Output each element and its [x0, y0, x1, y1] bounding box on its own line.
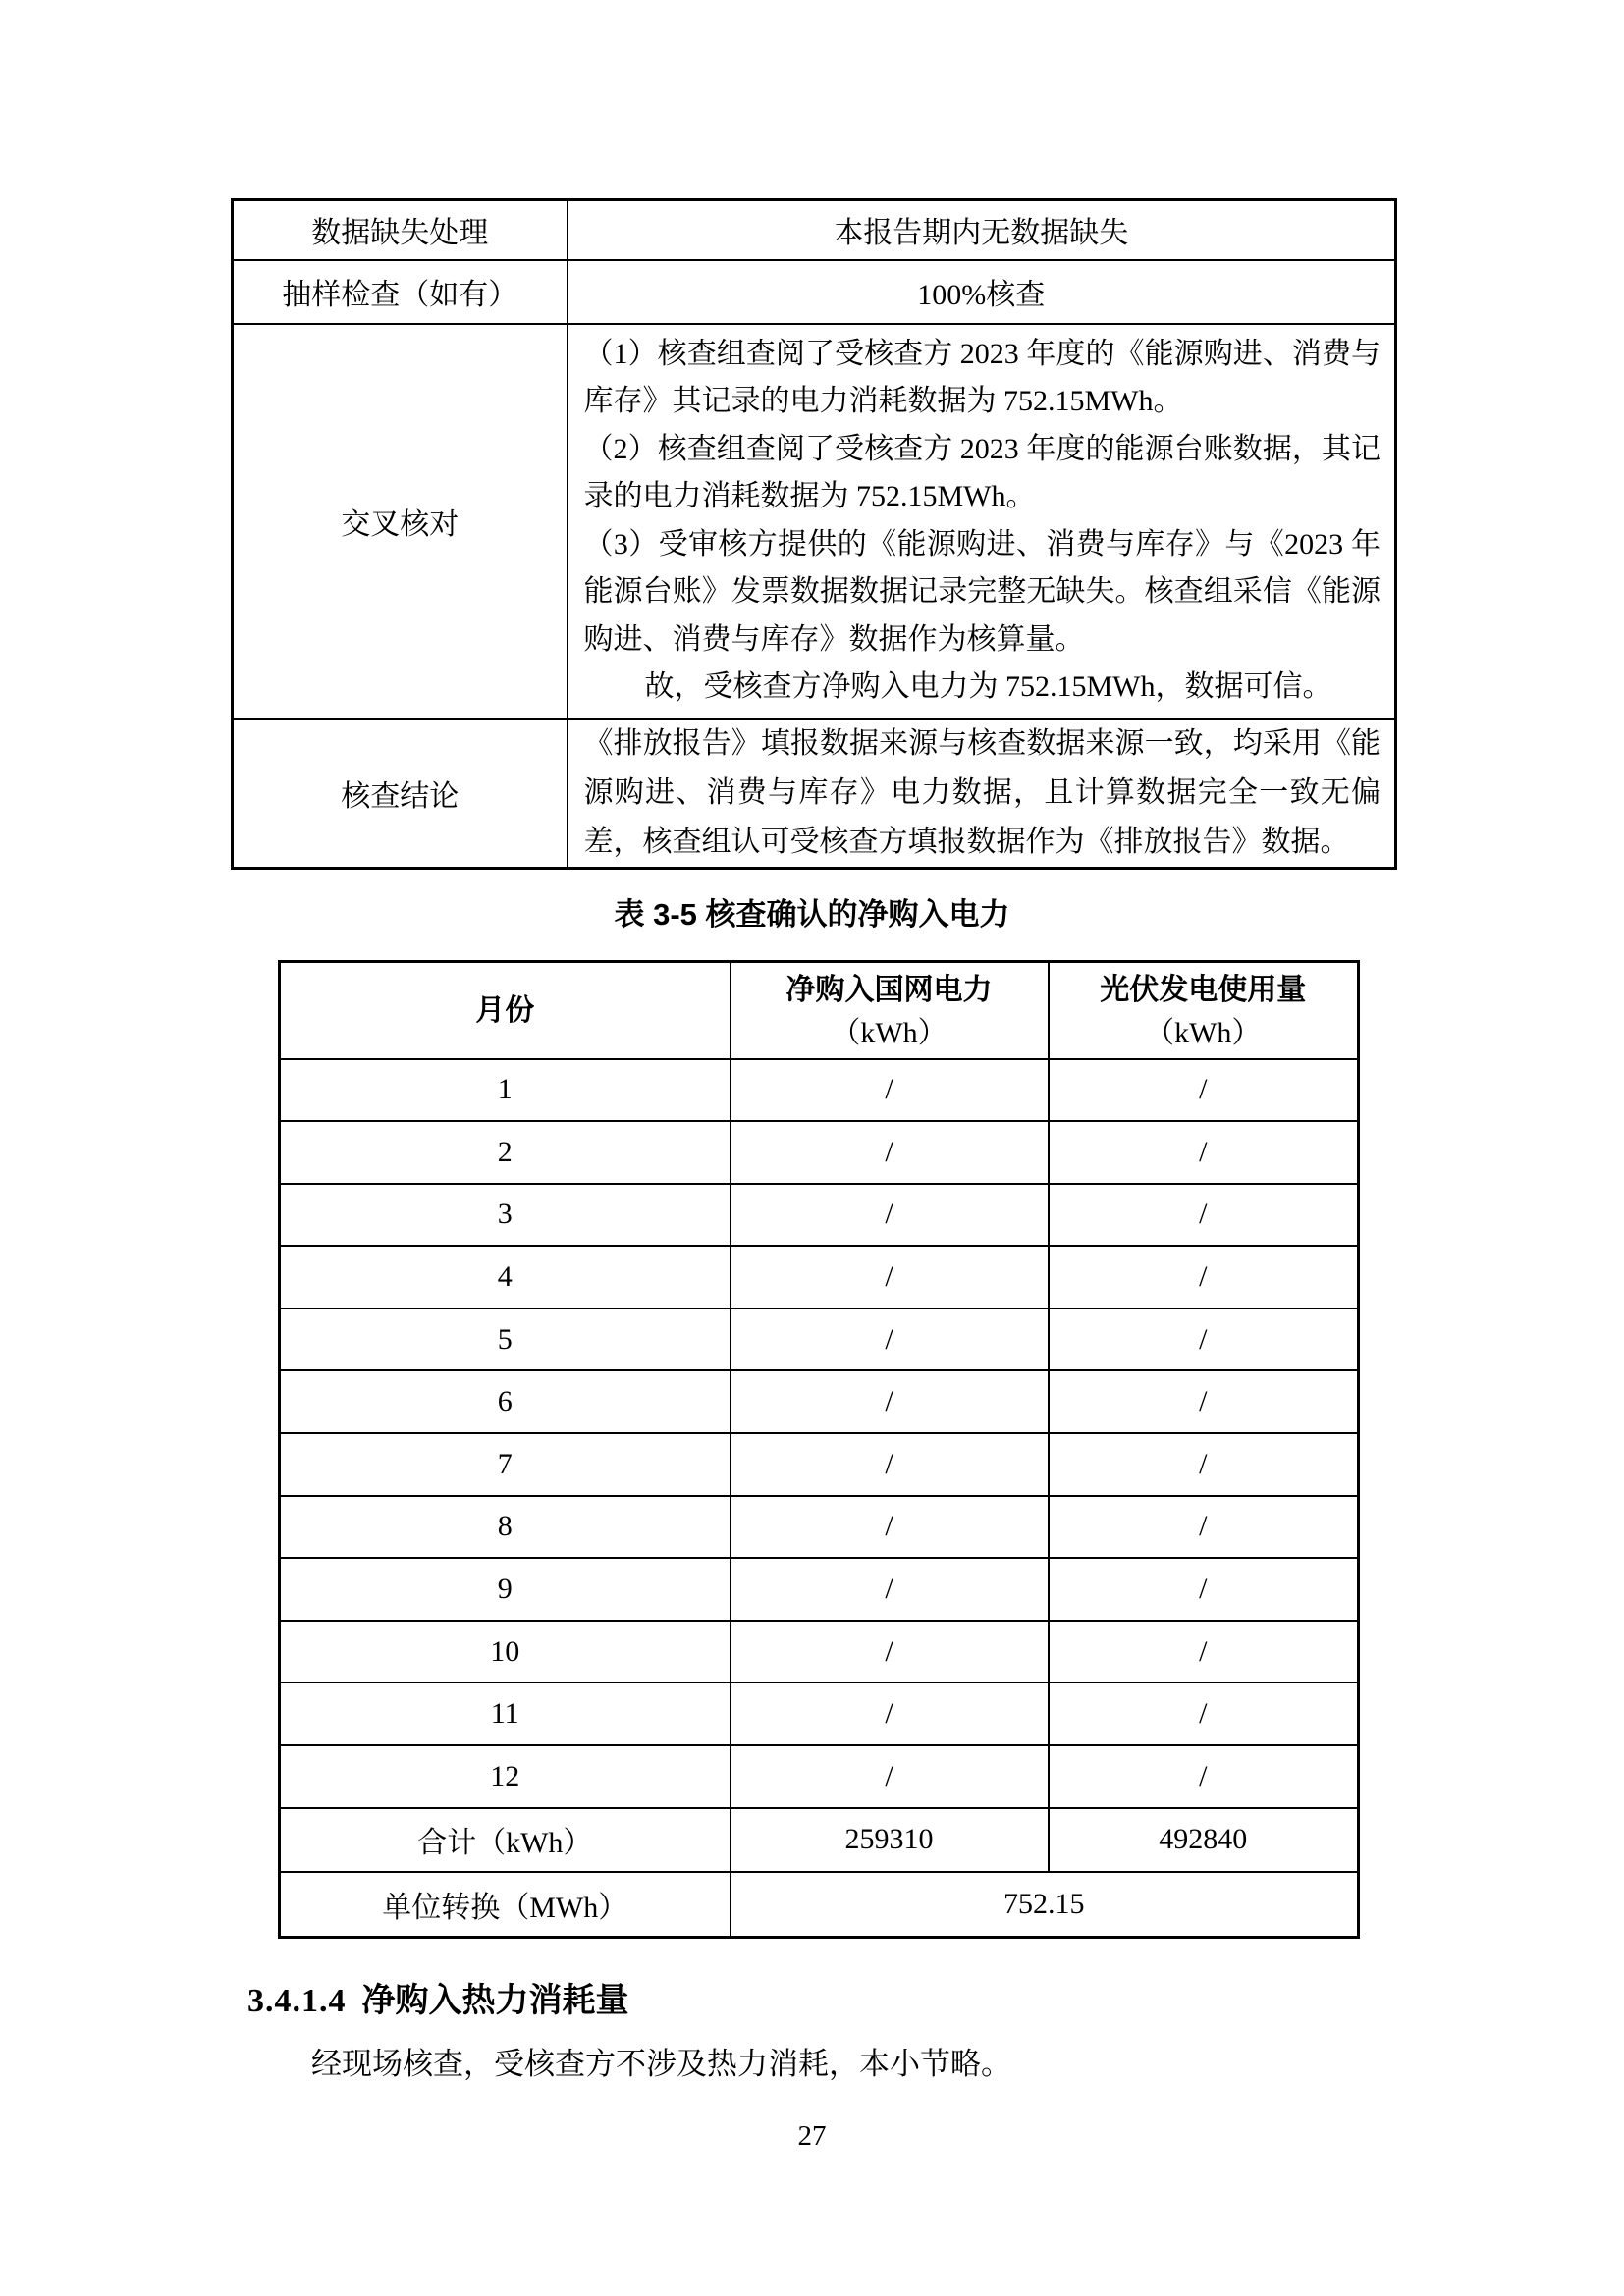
section-heading [247, 1973, 629, 2021]
column-header-pv-usage [1049, 962, 1359, 1059]
grid-electricity-cell: / [731, 1246, 1049, 1308]
row-content-missing-data: 本报告期内无数据缺失 [568, 200, 1396, 260]
pv-usage-cell: / [1049, 1121, 1359, 1184]
total-pv-value: 492840 [1049, 1808, 1359, 1872]
section-title: 净购入热力消耗量 [361, 1982, 629, 2019]
month-row [280, 1496, 1359, 1559]
section-number: 3.4.1.4 [247, 1983, 347, 2019]
grid-electricity-cell: / [731, 1433, 1049, 1496]
pv-usage-cell: / [1049, 1745, 1359, 1808]
data-verification-table [231, 198, 1397, 870]
table-caption: 表 3-5 核查确认的净购入电力 [614, 897, 1010, 932]
month-row [280, 1121, 1359, 1184]
grid-electricity-cell: / [731, 1184, 1049, 1247]
unit-conversion-label: 单位转换（MWh） [280, 1872, 731, 1938]
total-grid-value: 259310 [731, 1808, 1049, 1872]
column-header-grid-label: 净购入国网电力 [785, 974, 993, 1007]
grid-electricity-cell: / [731, 1121, 1049, 1184]
month-row [280, 1059, 1359, 1122]
month-cell: 9 [280, 1558, 731, 1621]
month-rows [280, 1059, 1359, 1808]
row-label-missing-data: 数据缺失处理 [233, 200, 568, 260]
grid-electricity-cell: / [731, 1370, 1049, 1433]
column-header-pv-unit: （kWh） [1145, 1017, 1262, 1050]
column-header-month-label: 月份 [475, 994, 535, 1028]
month-row [280, 1682, 1359, 1745]
pv-usage-cell: / [1049, 1496, 1359, 1559]
grid-electricity-cell: / [731, 1558, 1049, 1621]
month-row [280, 1184, 1359, 1247]
month-cell: 12 [280, 1745, 731, 1808]
grid-electricity-cell: / [731, 1745, 1049, 1808]
grid-electricity-cell: / [731, 1621, 1049, 1683]
pv-usage-cell: / [1049, 1370, 1359, 1433]
grid-electricity-cell: / [731, 1682, 1049, 1745]
row-label-verification-conclusion: 核查结论 [233, 719, 568, 869]
pv-usage-cell: / [1049, 1246, 1359, 1308]
grid-electricity-cell: / [731, 1496, 1049, 1559]
grid-electricity-cell: / [731, 1308, 1049, 1371]
month-row [280, 1370, 1359, 1433]
row-content-verification-conclusion: 《排放报告》填报数据来源与核查数据来源一致，均采用《能源购进、消费与库存》电力数据，且计算数据完全一致无偏差，核查组认可受核查方填报数据作为《排放报告》数据。 [568, 719, 1396, 869]
month-row [280, 1558, 1359, 1621]
pv-usage-cell: / [1049, 1184, 1359, 1247]
cross-check-conclusion-line: 故，受核查方净购入电力为 752.15MWh，数据可信。 [644, 670, 1332, 703]
pv-usage-cell: / [1049, 1433, 1359, 1496]
pv-usage-cell: / [1049, 1621, 1359, 1683]
month-cell: 7 [280, 1433, 731, 1496]
pv-usage-cell: / [1049, 1308, 1359, 1371]
month-cell: 1 [280, 1059, 731, 1122]
month-cell: 11 [280, 1682, 731, 1745]
column-header-grid-unit: （kWh） [831, 1017, 947, 1050]
cross-check-item-2: （2）核查组查阅了受核查方 2023 年度的能源台账数据，其记录的电力消耗数据为 752.15MWh。 [583, 432, 1380, 512]
month-row [280, 1621, 1359, 1683]
column-header-month [280, 962, 731, 1059]
net-purchased-electricity-table [278, 960, 1360, 1939]
page-number: 27 [797, 2120, 827, 2152]
month-row [280, 1246, 1359, 1308]
month-cell: 2 [280, 1121, 731, 1184]
pv-usage-cell: / [1049, 1059, 1359, 1122]
month-row [280, 1308, 1359, 1371]
cross-check-item-1: （1）核查组查阅了受核查方 2023 年度的《能源购进、消费与库存》其记录的电力消耗数据为 752.15MWh。 [583, 337, 1380, 417]
row-content-sampling-check: 100%核查 [568, 260, 1396, 324]
pv-usage-cell: / [1049, 1558, 1359, 1621]
month-cell: 8 [280, 1496, 731, 1559]
pv-usage-cell: / [1049, 1682, 1359, 1745]
month-row [280, 1433, 1359, 1496]
row-content-cross-check [568, 324, 1396, 719]
total-label: 合计（kWh） [280, 1808, 731, 1872]
body-paragraph: 经现场核查，受核查方不涉及热力消耗，本小节略。 [311, 2047, 1011, 2081]
month-cell: 6 [280, 1370, 731, 1433]
unit-conversion-value: 752.15 [731, 1872, 1359, 1938]
column-header-grid-electricity [731, 962, 1049, 1059]
month-cell: 3 [280, 1184, 731, 1247]
cross-check-item-3: （3）受审核方提供的《能源购进、消费与库存》与《2023 年能源台账》发票数据数据记录完整无缺失。核查组采信《能源购进、消费与库存》数据作为核算量。 [583, 527, 1380, 656]
row-label-cross-check: 交叉核对 [233, 324, 568, 719]
month-cell: 5 [280, 1308, 731, 1371]
row-label-sampling-check: 抽样检查（如有） [233, 260, 568, 324]
month-cell: 10 [280, 1621, 731, 1683]
month-row [280, 1745, 1359, 1808]
column-header-pv-label: 光伏发电使用量 [1100, 974, 1307, 1007]
month-cell: 4 [280, 1246, 731, 1308]
grid-electricity-cell: / [731, 1059, 1049, 1122]
